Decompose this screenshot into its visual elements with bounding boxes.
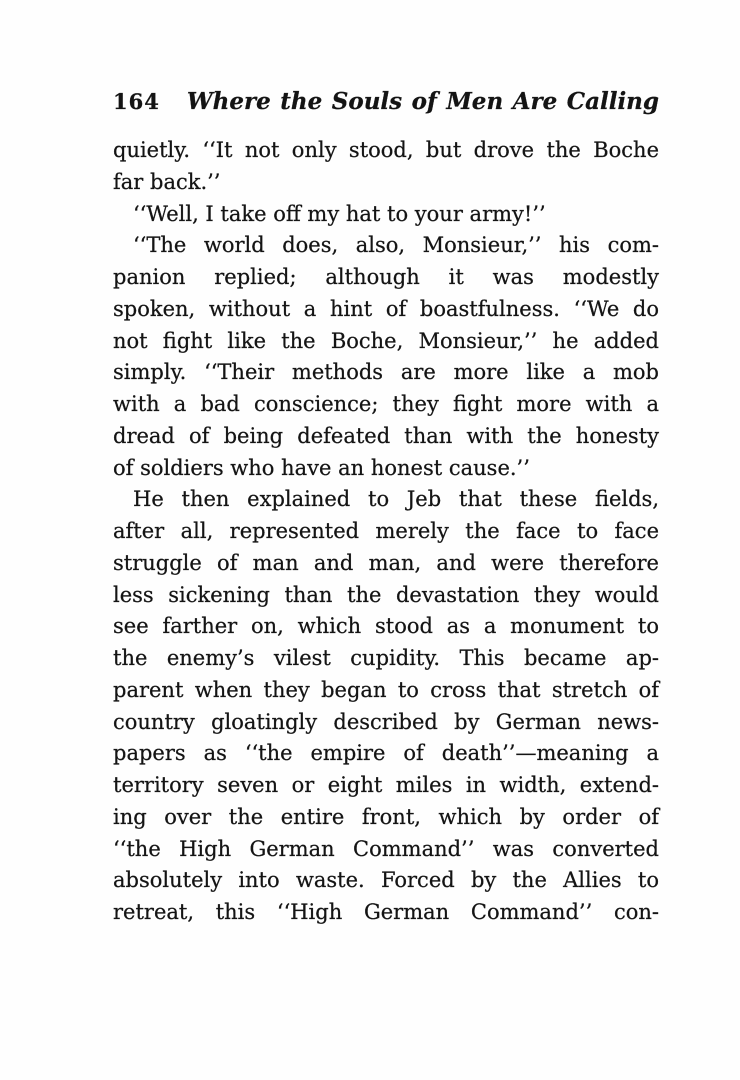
text-line: country gloatingly described by German news- <box>113 709 659 734</box>
text-block <box>113 88 659 929</box>
text-line: ‘‘the High German Command’’ was converted <box>113 836 659 861</box>
text-line: He then explained to Jeb that these fields, <box>133 487 659 512</box>
running-header <box>113 88 659 115</box>
text-line: after all, represented merely the face to face <box>113 519 659 543</box>
text-line: see farther on, which stood as a monument to <box>113 614 659 639</box>
text-line: papers as ‘‘the empire of death’’—meaning a <box>113 741 659 766</box>
text-line: dread of being defeated than with the honesty <box>113 423 659 448</box>
text-line: ing over the entire front, which by order of <box>113 804 659 829</box>
running-title: Where the Souls of Men Are Calling <box>186 88 659 115</box>
text-line: less sickening than the devastation they would <box>113 582 659 607</box>
text-line: not fight like the Boche, Monsieur,’’ he added <box>113 328 659 353</box>
text-line: parent when they began to cross that stretch of <box>113 677 659 702</box>
text-line: far back.’’ <box>113 169 221 194</box>
text-line: ‘‘The world does, also, Monsieur,’’ his com- <box>133 233 659 258</box>
text-line: simply. ‘‘Their methods are more like a mob <box>113 360 659 385</box>
page-number: 164 <box>113 89 160 114</box>
text-line: territory seven or eight miles in width, extend- <box>113 773 659 797</box>
text-line: absolutely into waste. Forced by the Allies to <box>113 868 659 893</box>
text-line: of soldiers who have an honest cause.’’ <box>113 455 530 480</box>
text-line: ‘‘Well, I take off my hat to your army!’’ <box>133 201 546 226</box>
text-line: with a bad conscience; they fight more with a <box>113 392 659 416</box>
text-line: panion replied; although it was modestly <box>113 265 659 289</box>
body-text <box>113 135 659 929</box>
text-line: retreat, this ‘‘High German Command’’ con- <box>113 900 659 924</box>
text-line: spoken, without a hint of boastfulness. ‘‘We do <box>113 296 659 321</box>
text-line: the enemy’s vilest cupidity. This became ap- <box>113 646 659 670</box>
text-line: struggle of man and man, and were therefore <box>113 550 659 575</box>
text-line: quietly. ‘‘It not only stood, but drove the Boche <box>113 138 659 162</box>
